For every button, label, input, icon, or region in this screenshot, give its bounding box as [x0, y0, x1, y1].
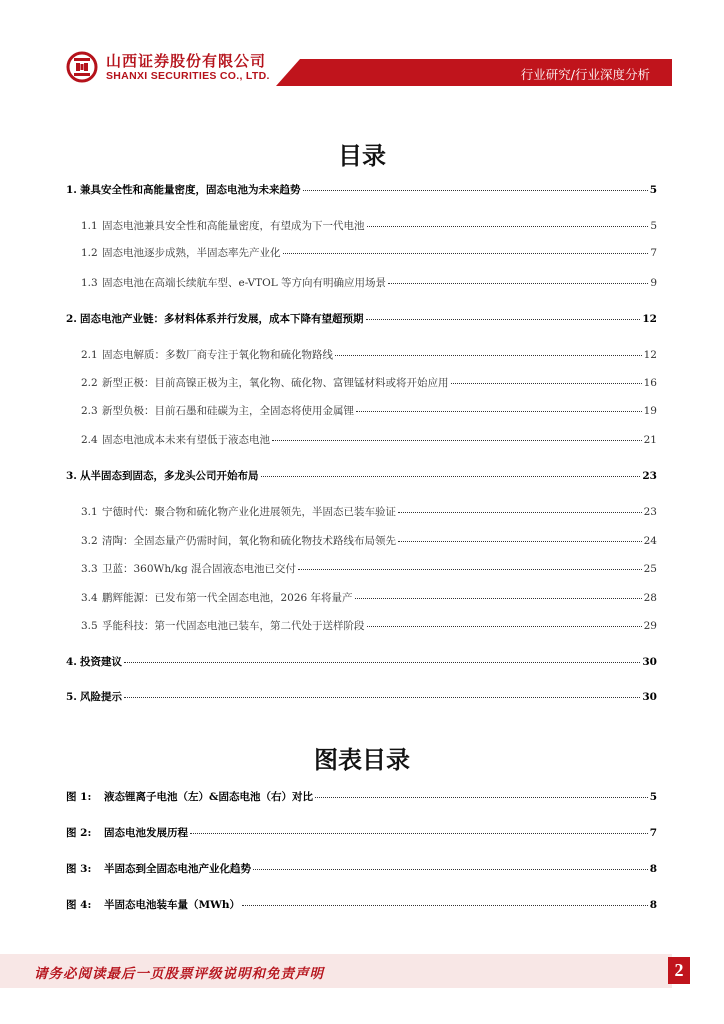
- figure-entry-2[interactable]: 图 2: 固态电池发展历程 7: [66, 827, 657, 839]
- toc-entry-1-3[interactable]: 1.3 固态电池在高端长续航车型、e-VTOL 等方向有明确应用场景 9: [81, 277, 657, 289]
- leader-dots: [398, 512, 642, 513]
- toc-entry-5[interactable]: 5. 风险提示 30: [66, 691, 657, 703]
- leader-dots: [190, 833, 648, 834]
- leader-dots: [242, 905, 648, 906]
- leader-dots: [298, 569, 642, 570]
- leader-dots: [356, 411, 642, 412]
- toc-title: 目录: [338, 142, 386, 170]
- toc-entry-2-4[interactable]: 2.4 固态电池成本未来有望低于液态电池 21: [81, 434, 657, 446]
- toc-entry-1[interactable]: 1. 兼具安全性和高能量密度，固态电池为未来趋势 5: [66, 184, 657, 196]
- leader-dots: [367, 226, 649, 227]
- leader-dots: [124, 697, 640, 698]
- shanxi-securities-logo-icon: [66, 51, 98, 83]
- figure-list-title: 图表目录: [314, 746, 410, 774]
- leader-dots: [398, 541, 642, 542]
- leader-dots: [451, 383, 642, 384]
- leader-dots: [253, 869, 648, 870]
- page-number: 2: [668, 957, 690, 984]
- toc-entry-1-2[interactable]: 1.2 固态电池逐步成熟，半固态率先产业化 7: [81, 247, 657, 259]
- toc-entry-2-2[interactable]: 2.2 新型正极：目前高镍正极为主，氧化物、硫化物、富锂锰材料或将开始应用 16: [81, 377, 657, 389]
- leader-dots: [367, 626, 642, 627]
- leader-dots: [388, 283, 648, 284]
- leader-dots: [272, 440, 642, 441]
- leader-dots: [124, 662, 640, 663]
- page-header: [0, 0, 724, 100]
- footer-disclaimer: 请务必阅读最后一页股票评级说明和免责声明: [34, 966, 324, 982]
- figure-entry-1[interactable]: 图 1: 液态锂离子电池（左）&固态电池（右）对比 5: [66, 791, 657, 803]
- leader-dots: [303, 190, 648, 191]
- figure-entry-4[interactable]: 图 4: 半固态电池装车量（MWh） 8: [66, 899, 657, 911]
- toc-entry-2[interactable]: 2. 固态电池产业链：多材料体系并行发展，成本下降有望超预期 12: [66, 313, 657, 325]
- company-name-en: SHANXI SECURITIES CO., LTD.: [106, 70, 270, 82]
- toc-entry-3[interactable]: 3. 从半固态到固态，多龙头公司开始布局 23: [66, 470, 657, 482]
- leader-dots: [355, 598, 642, 599]
- leader-dots: [366, 319, 641, 320]
- toc-entry-3-2[interactable]: 3.2 清陶：全固态量产仍需时间，氧化物和硫化物技术路线布局领先 24: [81, 535, 657, 547]
- toc-entry-3-4[interactable]: 3.4 鹏辉能源：已发布第一代全固态电池，2026 年将量产 28: [81, 592, 657, 604]
- leader-dots: [261, 476, 641, 477]
- toc-entry-2-1[interactable]: 2.1 固态电解质：多数厂商专注于氧化物和硫化物路线 12: [81, 349, 657, 361]
- toc-entry-3-1[interactable]: 3.1 宁德时代：聚合物和硫化物产业化进展领先，半固态已装车验证 23: [81, 506, 657, 518]
- leader-dots: [335, 355, 642, 356]
- report-category: 行业研究/行业深度分析: [520, 67, 650, 82]
- toc-entry-2-3[interactable]: 2.3 新型负极：目前石墨和硅碳为主，全固态将使用金属锂 19: [81, 405, 657, 417]
- toc-entry-3-3[interactable]: 3.3 卫蓝：360Wh/kg 混合固液态电池已交付 25: [81, 563, 657, 575]
- toc-entry-1-1[interactable]: 1.1 固态电池兼具安全性和高能量密度，有望成为下一代电池 5: [81, 220, 657, 232]
- figure-entry-3[interactable]: 图 3: 半固态到全固态电池产业化趋势 8: [66, 863, 657, 875]
- leader-dots: [315, 797, 648, 798]
- company-name-cn: 山西证券股份有限公司: [106, 52, 267, 70]
- toc-entry-3-5[interactable]: 3.5 孚能科技：第一代固态电池已装车，第二代处于送样阶段 29: [81, 620, 657, 632]
- toc-entry-4[interactable]: 4. 投资建议 30: [66, 656, 657, 668]
- leader-dots: [283, 253, 649, 254]
